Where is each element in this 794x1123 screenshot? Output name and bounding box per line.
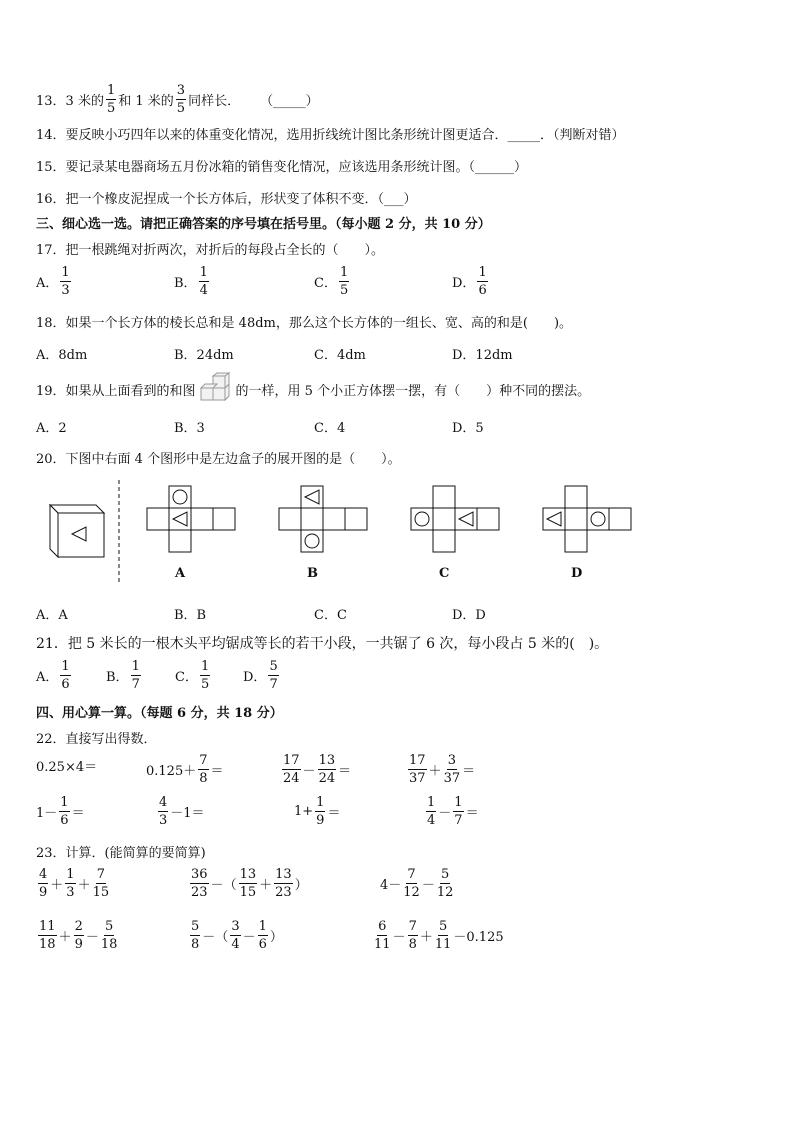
operator: ＋ (428, 764, 442, 779)
expr-fraction (437, 868, 454, 899)
option-label: C． (314, 276, 337, 291)
numerator: 11 (39, 919, 56, 934)
numerator: 1 (200, 659, 210, 674)
operator: － (85, 930, 99, 945)
q19-option-d[interactable]: D．5 (452, 421, 484, 436)
denominator: 4 (199, 283, 208, 298)
q18-option-d[interactable]: D．12dm (452, 348, 513, 363)
numerator: 1 (316, 795, 325, 810)
cube-top-view-icon (199, 374, 233, 404)
q13-number: 13． (36, 94, 66, 109)
numerator: 5 (438, 919, 448, 934)
expr-fraction (230, 920, 240, 951)
q18-option-b[interactable]: B．24dm (174, 348, 234, 363)
q22-expr-2 (146, 754, 224, 785)
expr-text: ＝ (465, 806, 479, 821)
denominator: 7 (269, 677, 278, 692)
net-a (147, 486, 235, 552)
option-label: A． (36, 276, 59, 291)
denominator: 11 (374, 937, 391, 952)
question-20: 20．下图中右面 4 个图形中是左边盒子的展开图的是（ ）。 (36, 452, 401, 467)
numerator: 1 (60, 795, 69, 810)
expr-fraction (74, 920, 84, 951)
expr-fraction (408, 754, 427, 785)
numerator: 1 (199, 265, 208, 280)
numerator: 4 (159, 795, 168, 810)
circle-icon (415, 512, 429, 526)
expr-text: 0.25×4＝ (36, 760, 98, 775)
denominator: 9 (316, 813, 325, 828)
numerator: 6 (378, 919, 387, 934)
expr-fraction (158, 796, 168, 827)
question-14: 14．要反映小巧四年以来的体重变化情况，选用折线统计图比条形统计图更适合．_____．（判断对错） (36, 128, 625, 143)
q20-option-b[interactable]: B．B (174, 608, 207, 623)
net-c-label: C (439, 566, 450, 581)
question-22: 22．直接写出得数． (36, 732, 157, 747)
numerator: 13 (239, 867, 257, 882)
paren: ） (269, 930, 283, 945)
triangle-icon (547, 512, 561, 526)
q19-option-c[interactable]: C．4 (314, 421, 346, 436)
numerator: 5 (269, 659, 278, 674)
operator: ＋ (58, 930, 72, 945)
q13-fraction-2 (176, 84, 186, 115)
denominator: 18 (100, 937, 118, 952)
expr-text: 1－ (36, 806, 58, 821)
expr-text: 0.125＋ (146, 764, 197, 779)
numerator: 3 (447, 753, 456, 768)
expr-fraction (38, 868, 48, 899)
option-fraction (200, 660, 210, 691)
expr-fraction (38, 920, 57, 951)
expr-text: －0.125 (453, 930, 504, 945)
section-4-heading: 四、用心算一算。（每题 6 分，共 18 分） (36, 706, 283, 721)
option-fraction (268, 660, 278, 691)
paren: （ (215, 930, 229, 945)
operator: － (210, 878, 224, 893)
q18-option-c[interactable]: C．4dm (314, 348, 366, 363)
option-fraction (60, 266, 70, 297)
q20-option-d[interactable]: D．D (452, 608, 486, 623)
triangle-icon (459, 512, 473, 526)
net-a-label: A (175, 566, 186, 581)
option-label: B． (174, 276, 197, 291)
denominator: 9 (74, 937, 83, 952)
denominator: 8 (408, 937, 417, 952)
q17-option-a[interactable] (36, 266, 73, 297)
expr-text: 1+ (294, 804, 314, 819)
circle-icon (305, 534, 319, 548)
numerator: 5 (191, 919, 200, 934)
q22-expr-5 (36, 796, 85, 827)
operator: － (438, 806, 452, 821)
q13-text-3: 同样长． (188, 94, 241, 109)
expr-text: ＝ (462, 764, 476, 779)
denominator: 23 (191, 885, 208, 900)
expr-fraction (318, 754, 337, 785)
denominator: 15 (239, 885, 257, 900)
question-17: 17．把一根跳绳对折两次，对折后的每段占全长的（ ）。 (36, 243, 385, 258)
q21-option-b[interactable] (106, 660, 143, 691)
circle-icon (173, 490, 187, 504)
denominator: 37 (443, 771, 461, 786)
numerator: 3 (176, 83, 186, 98)
operator: ＋ (419, 930, 433, 945)
denominator: 9 (39, 885, 48, 900)
denominator: 4 (231, 937, 240, 952)
denominator: 7 (454, 813, 463, 828)
denominator: 12 (403, 885, 420, 900)
net-d-label: D (571, 566, 583, 581)
q21-option-d[interactable] (243, 660, 281, 691)
expr-fraction (101, 920, 118, 951)
q19-text-1: 19．如果从上面看到的和图 (36, 383, 196, 399)
expr-fraction (65, 868, 75, 899)
numerator: 3 (231, 919, 240, 934)
numerator: 1 (61, 265, 70, 280)
option-label: B． (106, 670, 129, 685)
q13-blank[interactable]: （_____） (260, 94, 319, 109)
denominator: 12 (436, 885, 454, 900)
expr-text: －1＝ (170, 806, 205, 821)
q19-option-b[interactable]: B．3 (174, 421, 205, 436)
q13-text-2: 和 1 米的 (118, 94, 174, 109)
q21-option-c[interactable] (175, 660, 212, 691)
expr-fraction (59, 796, 69, 827)
triangle-icon (173, 512, 187, 526)
q17-option-b[interactable] (174, 266, 211, 297)
q22-expr-7 (294, 796, 340, 827)
numerator: 1 (106, 83, 116, 98)
circle-icon (591, 512, 605, 526)
q13-fraction-1 (106, 84, 116, 115)
question-16: 16．把一个橡皮泥捏成一个长方体后，形状变了体积不变．（___） (36, 192, 417, 207)
net-d (543, 486, 631, 552)
denominator: 5 (200, 677, 210, 692)
option-label: D． (452, 276, 476, 291)
question-23: 23．计算．(能简算的要简算) (36, 846, 206, 861)
q22-expr-3 (280, 754, 351, 785)
expr-fraction (426, 796, 436, 827)
q23-expr-2 (188, 868, 308, 899)
question-19 (36, 374, 590, 404)
q21-option-a[interactable] (36, 660, 73, 691)
expr-fraction (315, 796, 325, 827)
operator: ＋ (259, 878, 273, 893)
expr-text: 4－ (380, 878, 402, 893)
denominator: 5 (176, 101, 186, 116)
numerator: 1 (339, 265, 349, 280)
option-label: C． (175, 670, 198, 685)
net-c (411, 486, 499, 552)
expr-text: ＝ (338, 764, 352, 779)
denominator: 3 (66, 885, 75, 900)
denominator: 37 (409, 771, 426, 786)
option-fraction (339, 266, 349, 297)
numerator: 1 (258, 919, 267, 934)
operator: － (392, 930, 406, 945)
expr-fraction (403, 868, 420, 899)
numerator: 7 (199, 753, 208, 768)
operator: ＋ (50, 878, 64, 893)
question-21: 21．把 5 米长的一根木头平均锯成等长的若干小段，一共锯了 6 次，每小段占 5 米的( )。 (36, 636, 609, 652)
net-b-label: B (307, 566, 318, 581)
q23-expr-6 (372, 920, 504, 951)
q19-text-2: 的一样，用 5 个小正方体摆一摆，有（ ）种不同的摆法。 (235, 383, 591, 399)
expr-text: ＝ (327, 806, 341, 821)
option-fraction (131, 660, 141, 691)
operator: － (421, 878, 435, 893)
denominator: 24 (318, 771, 336, 786)
option-fraction (477, 266, 487, 297)
denominator: 6 (61, 677, 70, 692)
q23-expr-1 (36, 868, 111, 899)
denominator: 24 (283, 771, 300, 786)
q17-option-c[interactable] (314, 266, 351, 297)
q23-expr-5 (188, 920, 283, 951)
numerator: 7 (407, 867, 416, 882)
denominator: 5 (339, 283, 349, 298)
denominator: 8 (191, 937, 200, 952)
expr-fraction (239, 868, 258, 899)
q19-option-a[interactable]: A．2 (36, 421, 67, 436)
triangle-icon (305, 490, 319, 504)
numerator: 13 (318, 753, 336, 768)
expr-fraction (282, 754, 301, 785)
q22-expr-1 (36, 756, 97, 775)
numerator: 1 (61, 659, 70, 674)
numerator: 1 (454, 795, 463, 810)
box-cube-icon (50, 505, 104, 557)
net-b (279, 486, 367, 552)
q23-expr-4 (36, 920, 119, 951)
numerator: 1 (427, 795, 436, 810)
expr-fraction (374, 920, 391, 951)
q13-text-1: 3 米的 (65, 94, 104, 109)
operator: ＋ (77, 878, 91, 893)
denominator: 6 (258, 937, 267, 952)
expr-fraction (93, 868, 110, 899)
expr-fraction (274, 868, 293, 899)
denominator: 11 (434, 937, 452, 952)
expr-text: ＝ (210, 764, 224, 779)
numerator: 17 (409, 753, 426, 768)
numerator: 1 (478, 265, 487, 280)
expr-fraction (453, 796, 463, 827)
denominator: 3 (61, 283, 70, 298)
denominator: 18 (39, 937, 56, 952)
denominator: 3 (159, 813, 168, 828)
q17-option-d[interactable] (452, 266, 490, 297)
expr-fraction (435, 920, 452, 951)
numerator: 7 (96, 867, 105, 882)
numerator: 1 (66, 867, 75, 882)
denominator: 6 (60, 813, 69, 828)
option-label: A． (36, 670, 59, 685)
expr-fraction (444, 754, 461, 785)
expr-fraction (198, 754, 208, 785)
option-fraction (199, 266, 209, 297)
expr-fraction (258, 920, 268, 951)
numerator: 1 (131, 659, 140, 674)
q18-option-a[interactable]: A．8dm (36, 348, 88, 363)
question-15: 15．要记录某电器商场五月份冰箱的销售变化情况，应该选用条形统计图。（______） (36, 160, 528, 175)
denominator: 23 (275, 885, 292, 900)
numerator: 13 (275, 867, 292, 882)
numerator: 2 (74, 919, 83, 934)
denominator: 6 (478, 283, 487, 298)
numerator: 5 (104, 919, 114, 934)
operator: － (302, 764, 316, 779)
denominator: 8 (199, 771, 208, 786)
expr-text: ＝ (71, 806, 85, 821)
question-18: 18．如果一个长方体的棱长总和是 48dm，那么这个长方体的一组长、宽、高的和是( )。 (36, 316, 573, 331)
operator: － (242, 930, 256, 945)
option-label: D． (243, 670, 267, 685)
denominator: 4 (427, 813, 436, 828)
q22-expr-4 (406, 754, 475, 785)
expr-fraction (190, 868, 209, 899)
q22-expr-6 (156, 796, 205, 827)
expr-fraction (190, 920, 200, 951)
question-13 (36, 84, 319, 115)
q23-expr-3 (380, 868, 455, 899)
expr-fraction (408, 920, 418, 951)
q20-option-c[interactable]: C．C (314, 608, 347, 623)
option-fraction (60, 660, 70, 691)
denominator: 15 (92, 885, 110, 900)
numerator: 4 (39, 867, 48, 882)
section-3-heading: 三、细心选一选。请把正确答案的序号填在括号里。（每小题 2 分，共 10 分） (36, 217, 491, 232)
numerator: 36 (191, 867, 208, 882)
q20-option-a[interactable]: A．A (36, 608, 68, 623)
q22-expr-8 (424, 796, 479, 827)
paren: （ (223, 878, 237, 893)
numerator: 17 (283, 753, 300, 768)
paren: ） (294, 878, 308, 893)
numerator: 7 (408, 919, 417, 934)
operator: － (202, 930, 216, 945)
numerator: 5 (440, 867, 450, 882)
denominator: 5 (106, 101, 116, 116)
denominator: 7 (131, 677, 140, 692)
